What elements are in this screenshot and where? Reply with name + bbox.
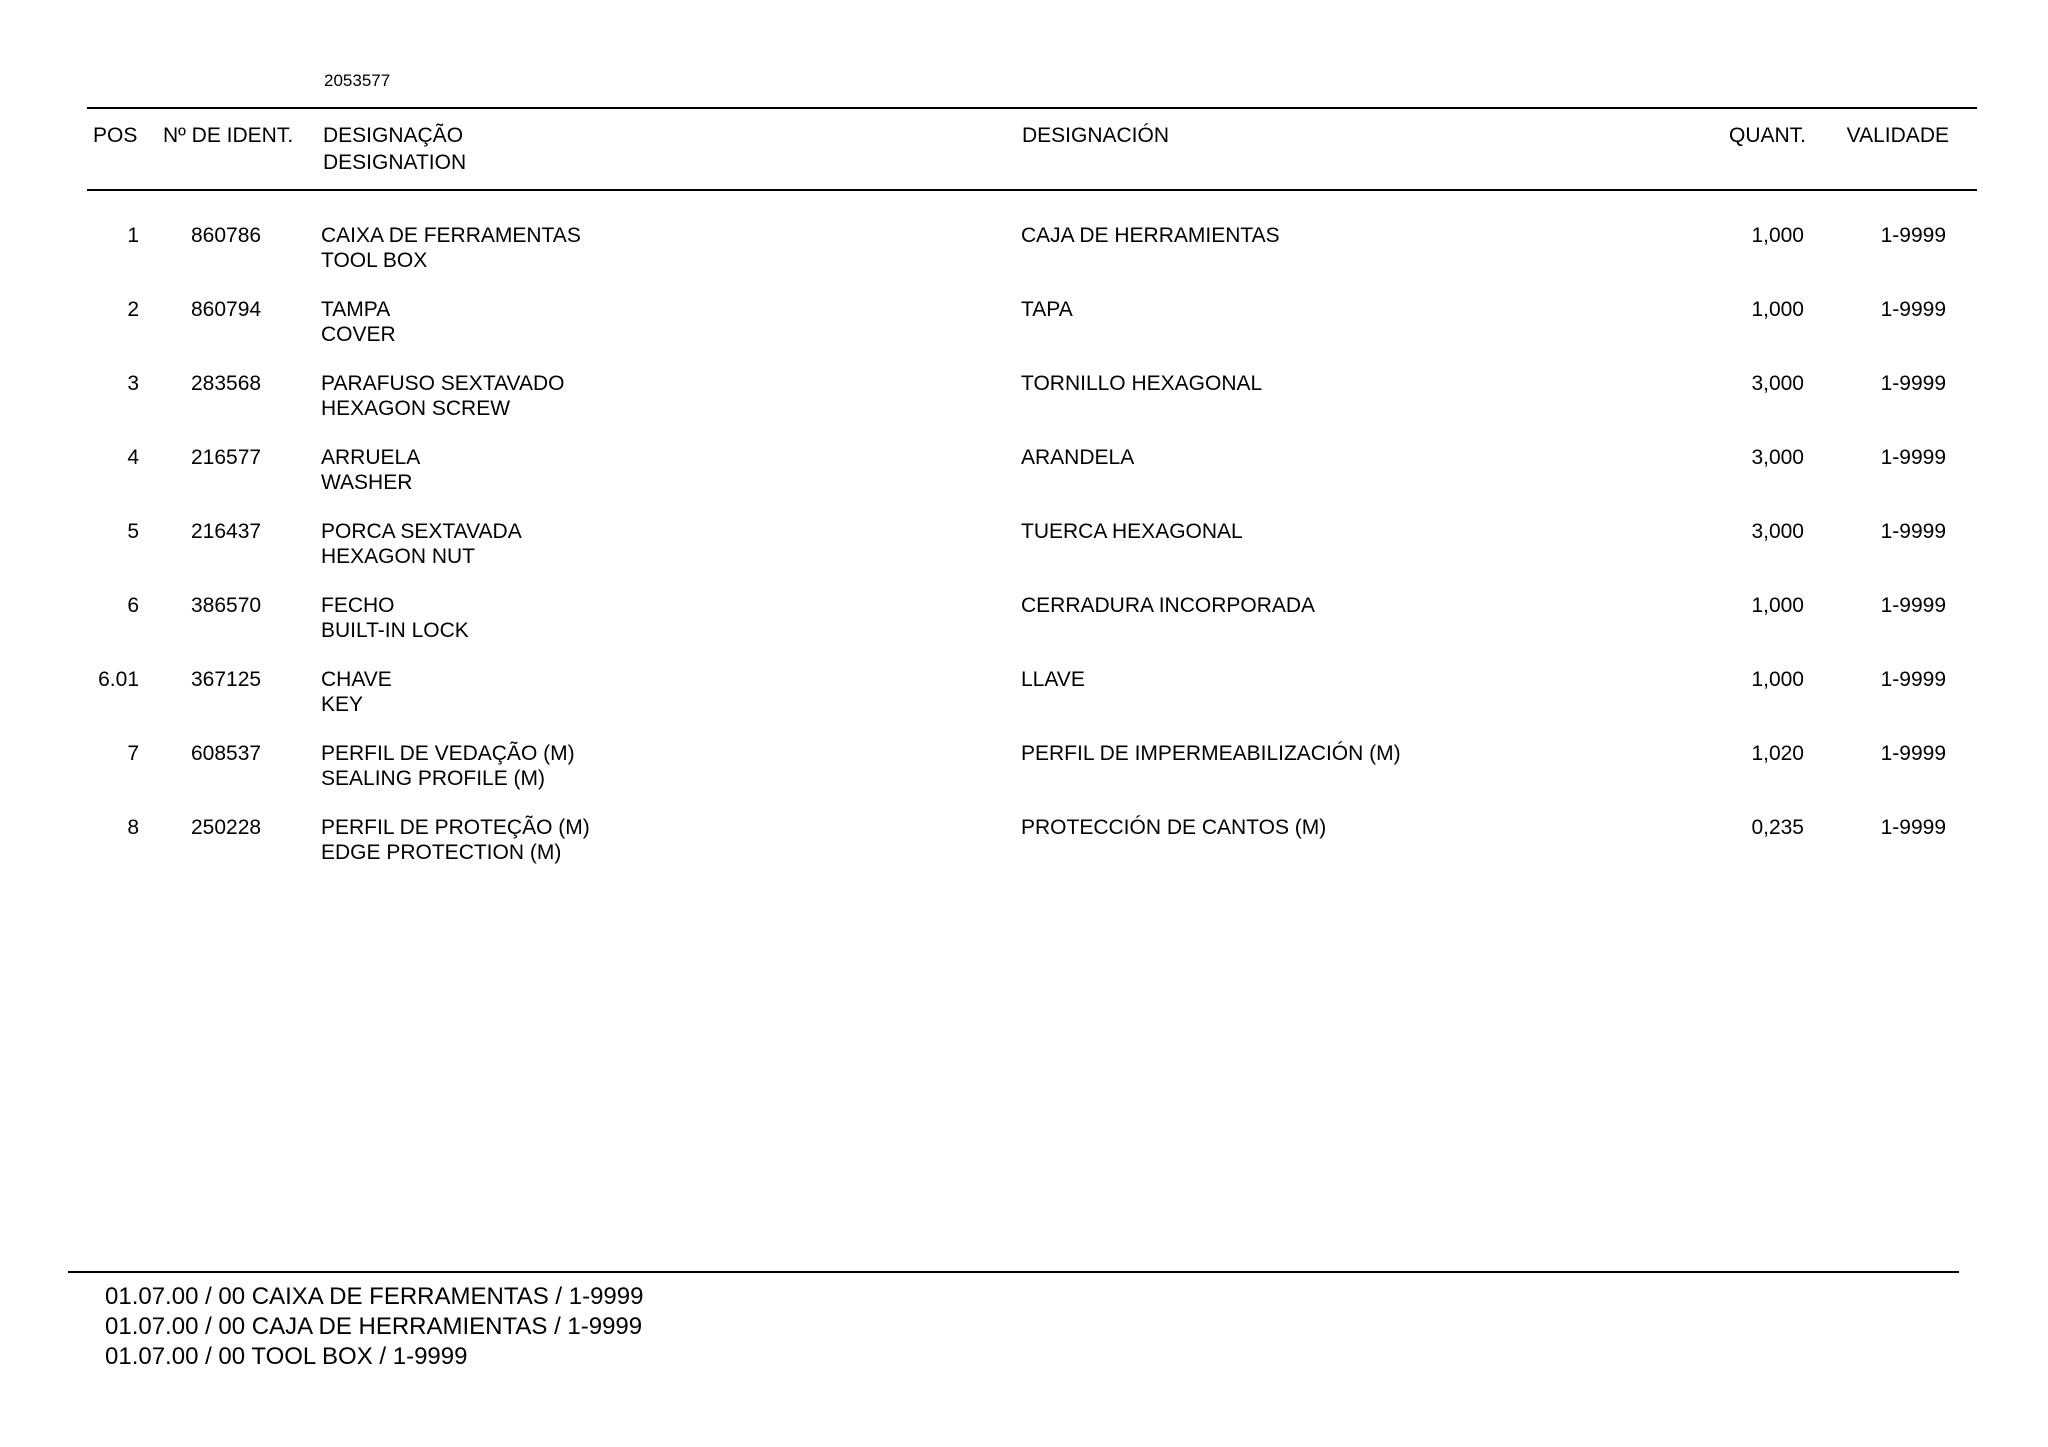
row-validity: 1-9999 (1880, 520, 1946, 543)
row-ident: 367125 (191, 668, 262, 691)
row-quantity: 3,000 (1751, 520, 1804, 543)
header-designation-pt: DESIGNAÇÃO (323, 124, 464, 147)
row-quantity: 1,000 (1751, 224, 1804, 247)
row-validity: 1-9999 (1880, 224, 1946, 247)
row-pos: 3 (127, 372, 139, 395)
row-ident: 216577 (191, 446, 262, 469)
row-designation-en: BUILT-IN LOCK (321, 619, 469, 642)
row-designation-pt: PERFIL DE VEDAÇÃO (M) (321, 742, 575, 765)
header-quantity: QUANT. (1728, 124, 1806, 147)
row-designation-pt: CHAVE (321, 668, 392, 691)
row-designation-en: COVER (321, 323, 396, 346)
table-row (0, 815, 2048, 889)
table-row (0, 741, 2048, 815)
document-number: 2053577 (324, 71, 391, 90)
row-designation-en: HEXAGON NUT (321, 545, 476, 568)
row-designation-pt: PARAFUSO SEXTAVADO (321, 372, 565, 395)
row-designation (321, 667, 392, 717)
header-designation-en: DESIGNATION (323, 151, 467, 174)
row-designation (321, 223, 581, 273)
row-designation-en: KEY (321, 693, 364, 716)
row-designation-es: PROTECCIÓN DE CANTOS (M) (1021, 816, 1327, 839)
row-designation-es: CAJA DE HERRAMIENTAS (1021, 224, 1280, 247)
row-designation-es: TORNILLO HEXAGONAL (1021, 372, 1263, 395)
row-quantity: 1,000 (1751, 594, 1804, 617)
row-ident: 283568 (191, 372, 262, 395)
row-validity: 1-9999 (1880, 298, 1946, 321)
row-designation-pt: PERFIL DE PROTEÇÃO (M) (321, 816, 590, 839)
row-designation-es: TAPA (1021, 298, 1073, 321)
row-quantity: 3,000 (1751, 372, 1804, 395)
row-designation-pt: FECHO (321, 594, 395, 617)
header-validity: VALIDADE (1846, 124, 1949, 147)
table-row (0, 371, 2048, 445)
row-validity: 1-9999 (1880, 742, 1946, 765)
header-designation-es: DESIGNACIÓN (1022, 124, 1170, 147)
row-ident: 608537 (191, 742, 262, 765)
top-rule (87, 107, 1977, 109)
row-ident: 250228 (191, 816, 262, 839)
footer-line: 01.07.00 / 00 TOOL BOX / 1-9999 (105, 1343, 468, 1370)
row-pos: 6.01 (98, 668, 139, 691)
row-validity: 1-9999 (1880, 816, 1946, 839)
row-validity: 1-9999 (1880, 446, 1946, 469)
row-designation (321, 297, 396, 347)
footer-line: 01.07.00 / 00 CAIXA DE FERRAMENTAS / 1-9999 (105, 1283, 644, 1310)
row-designation (321, 815, 590, 865)
row-designation (321, 593, 469, 643)
table-row (0, 445, 2048, 519)
row-pos: 4 (127, 446, 139, 469)
row-designation-en: EDGE PROTECTION (M) (321, 841, 562, 864)
row-pos: 5 (127, 520, 139, 543)
row-designation-en: TOOL BOX (321, 249, 428, 272)
row-ident: 386570 (191, 594, 262, 617)
row-quantity: 1,020 (1751, 742, 1804, 765)
table-row (0, 593, 2048, 667)
row-designation-es: LLAVE (1021, 668, 1085, 691)
row-designation-en: WASHER (321, 471, 413, 494)
header-designation (323, 122, 466, 176)
row-ident: 860786 (191, 224, 262, 247)
row-quantity: 1,000 (1751, 668, 1804, 691)
row-designation-pt: PORCA SEXTAVADA (321, 520, 522, 543)
row-pos: 2 (127, 298, 139, 321)
row-designation-pt: ARRUELA (321, 446, 421, 469)
row-quantity: 1,000 (1751, 298, 1804, 321)
row-validity: 1-9999 (1880, 594, 1946, 617)
row-designation-pt: TAMPA (321, 298, 391, 321)
header-rule (87, 189, 1977, 191)
table-row (0, 223, 2048, 297)
row-designation (321, 519, 522, 569)
row-designation-en: HEXAGON SCREW (321, 397, 511, 420)
table-row (0, 519, 2048, 593)
row-quantity: 3,000 (1751, 446, 1804, 469)
footer-line: 01.07.00 / 00 CAJA DE HERRAMIENTAS / 1-9999 (105, 1313, 643, 1340)
table-row (0, 297, 2048, 371)
row-pos: 1 (127, 224, 139, 247)
row-designation-en: SEALING PROFILE (M) (321, 767, 546, 790)
row-designation (321, 445, 420, 495)
row-quantity: 0,235 (1751, 816, 1804, 839)
header-pos: POS (93, 124, 138, 147)
row-designation (321, 741, 575, 791)
row-pos: 8 (127, 816, 139, 839)
row-validity: 1-9999 (1880, 668, 1946, 691)
footer-references (105, 1282, 643, 1372)
row-designation-es: TUERCA HEXAGONAL (1021, 520, 1243, 543)
row-pos: 7 (127, 742, 139, 765)
row-designation-pt: CAIXA DE FERRAMENTAS (321, 224, 581, 247)
row-ident: 860794 (191, 298, 262, 321)
header-ident: Nº DE IDENT. (163, 124, 294, 147)
row-designation-es: PERFIL DE IMPERMEABILIZACIÓN (M) (1021, 742, 1401, 765)
row-ident: 216437 (191, 520, 262, 543)
table-row (0, 667, 2048, 741)
footer-rule (68, 1271, 1959, 1273)
row-validity: 1-9999 (1880, 372, 1946, 395)
row-designation-es: CERRADURA INCORPORADA (1021, 594, 1316, 617)
row-designation (321, 371, 565, 421)
row-designation-es: ARANDELA (1021, 446, 1135, 469)
row-pos: 6 (127, 594, 139, 617)
